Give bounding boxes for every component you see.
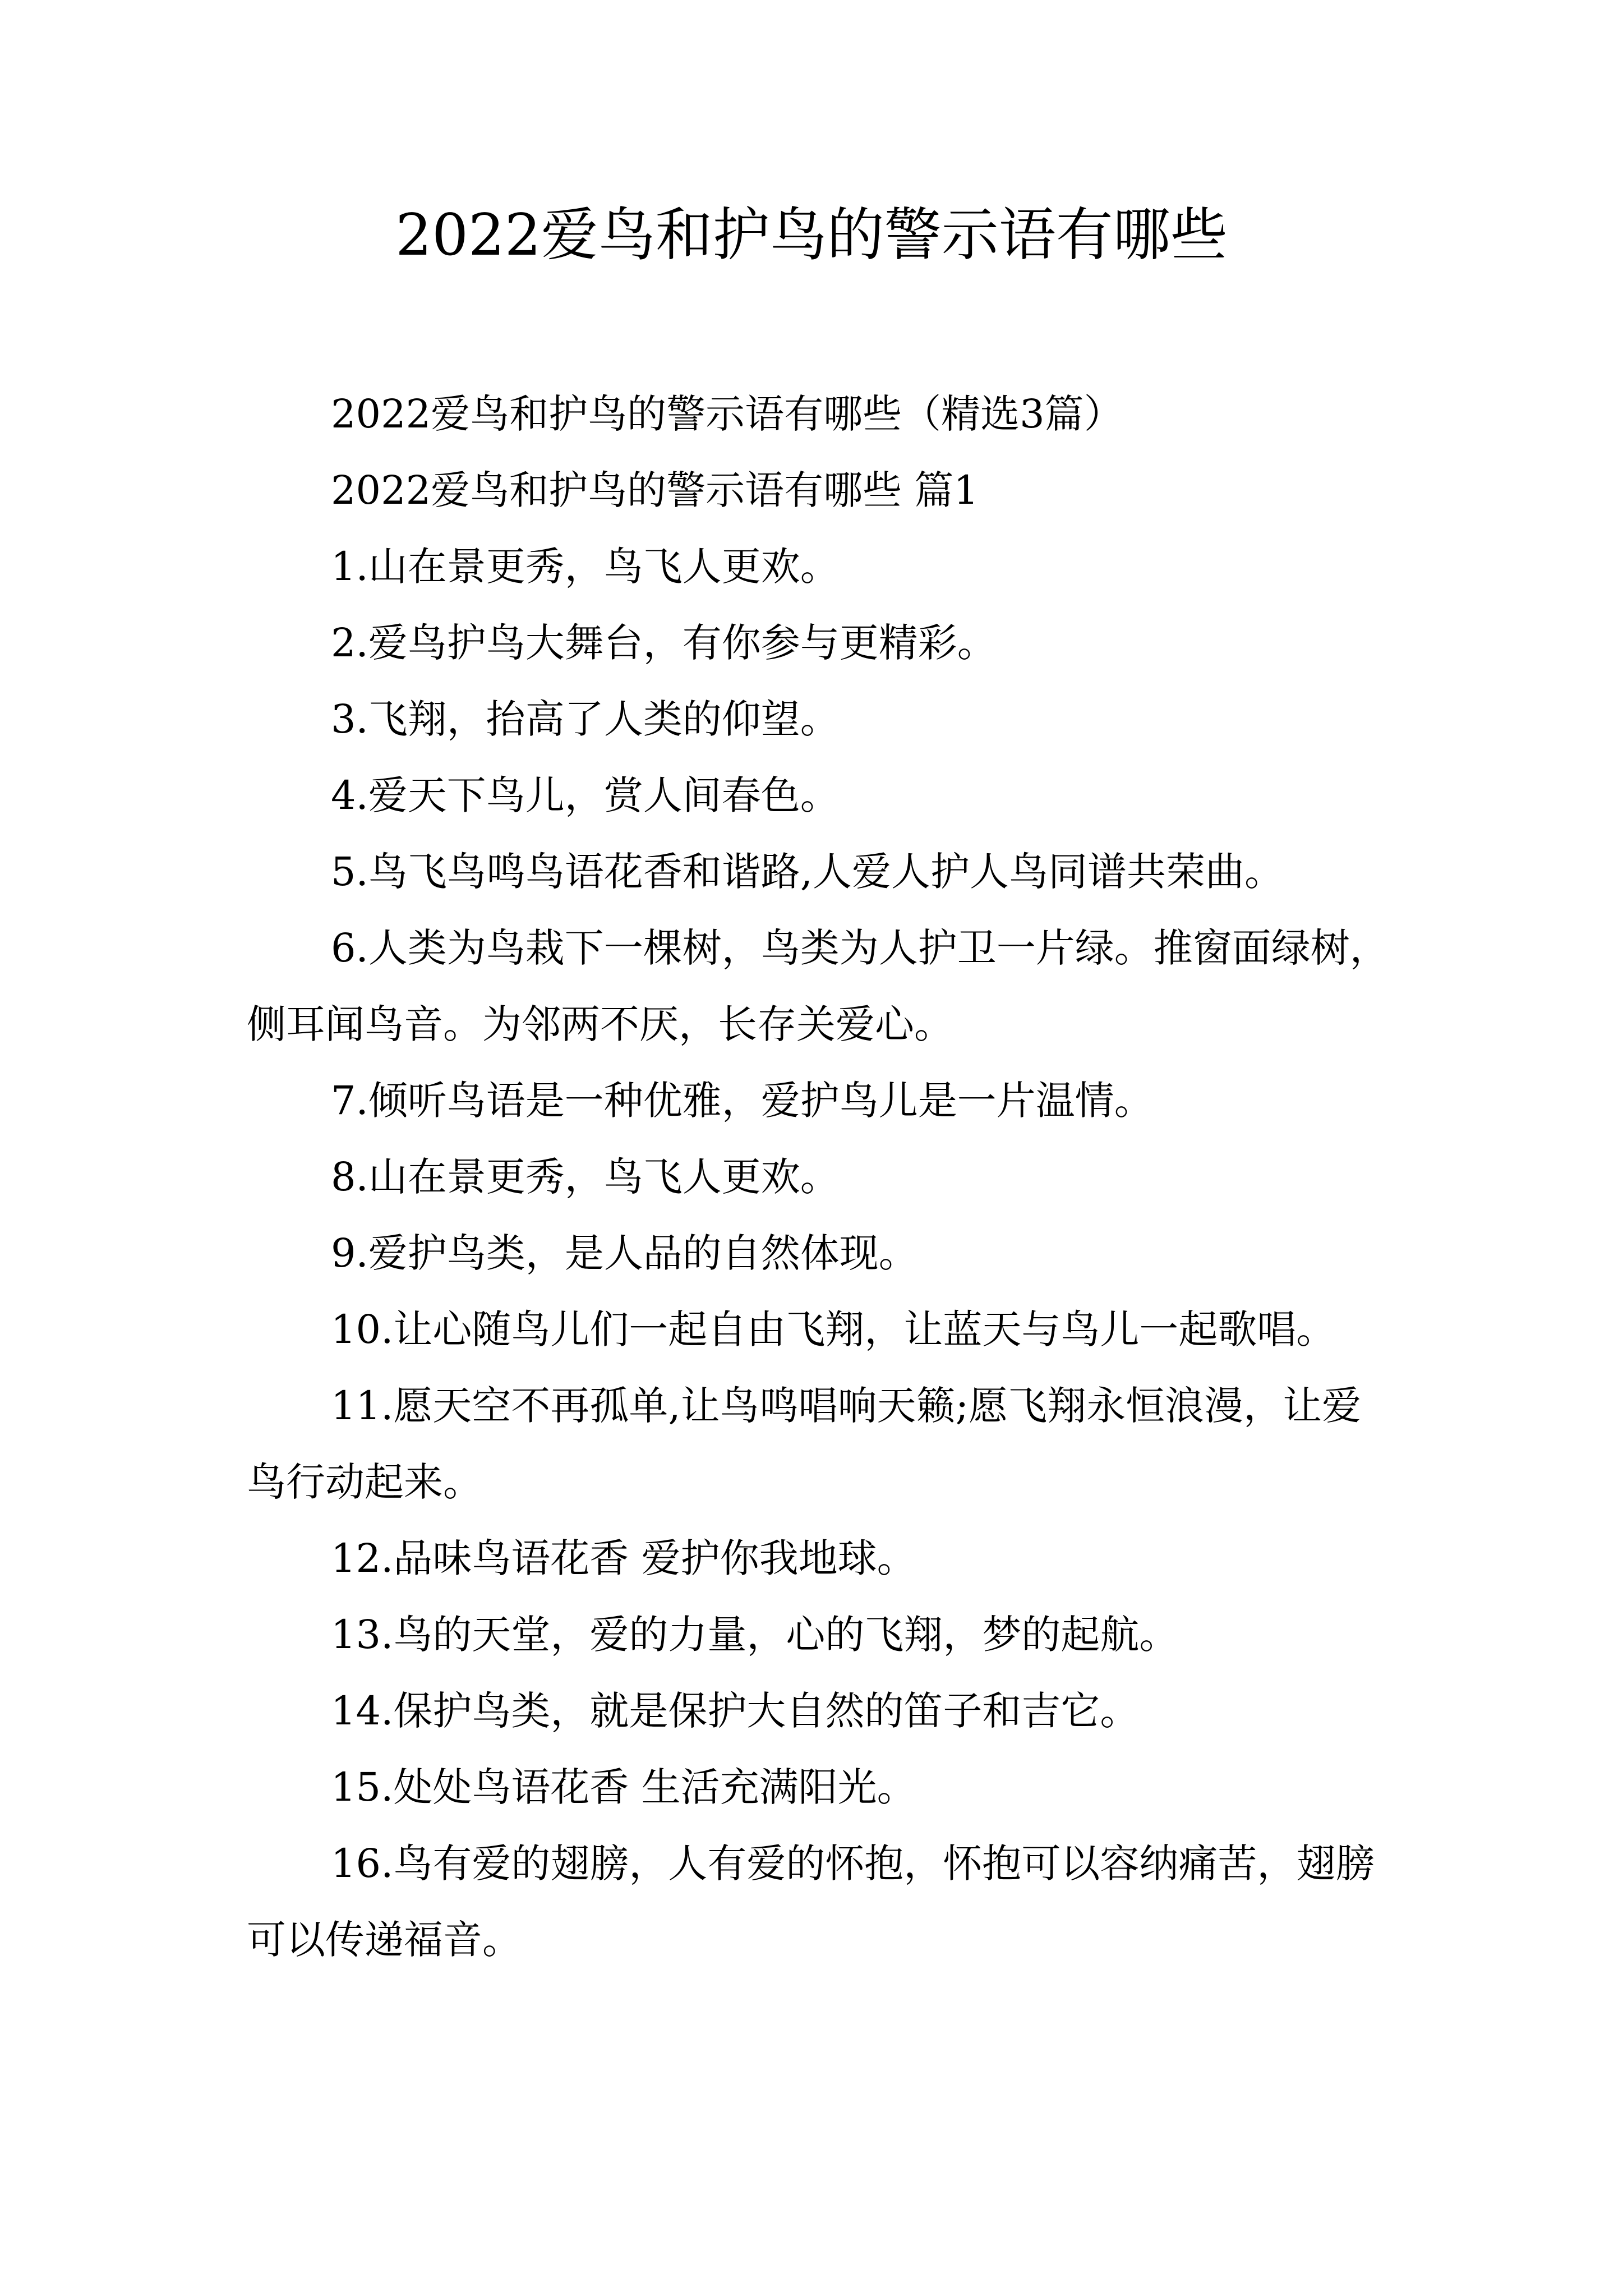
paragraph-item-12: 12.品味鸟语花香 爱护你我地球。 bbox=[331, 1535, 916, 1581]
paragraph-subtitle: 2022爱鸟和护鸟的警示语有哪些（精选3篇） bbox=[331, 391, 1123, 437]
paragraph-item-16: 16.鸟有爱的翅膀，人有爱的怀抱，怀抱可以容纳痛苦，翅膀可以传递福音。 bbox=[247, 1841, 1375, 1963]
paragraph-item-2: 2.爱鸟护鸟大舞台，有你参与更精彩。 bbox=[331, 620, 997, 666]
paragraph-item-6: 6.人类为鸟栽下一棵树，鸟类为人护卫一片绿。推窗面绿树，侧耳闻鸟音。为邻两不厌，长存关爱心。 bbox=[247, 925, 1389, 1047]
paragraph-item-4: 4.爱天下鸟儿，赏人间春色。 bbox=[331, 772, 840, 818]
document-body bbox=[247, 376, 1391, 1978]
paragraph-item-11: 11.愿天空不再孤单,让鸟鸣唱响天籁;愿飞翔永恒浪漫，让爱鸟行动起来。 bbox=[247, 1383, 1362, 1505]
paragraph-item-9: 9.爱护鸟类，是人品的自然体现。 bbox=[331, 1230, 918, 1276]
paragraph-item-10: 10.让心随鸟儿们一起自由飞翔，让蓝天与鸟儿一起歌唱。 bbox=[331, 1306, 1336, 1352]
paragraph-item-14: 14.保护鸟类，就是保护大自然的笛子和吉它。 bbox=[331, 1688, 1140, 1734]
paragraph-item-13: 13.鸟的天堂，爱的力量，心的飞翔，梦的起航。 bbox=[331, 1612, 1179, 1658]
paragraph-item-5: 5.鸟飞鸟鸣鸟语花香和谐路,人爱人护人鸟同谱共荣曲。 bbox=[331, 849, 1284, 895]
paragraph-section-heading: 2022爱鸟和护鸟的警示语有哪些 篇1 bbox=[331, 467, 979, 513]
paragraph-item-15: 15.处处鸟语花香 生活充满阳光。 bbox=[331, 1764, 916, 1810]
paragraph-item-3: 3.飞翔，抬高了人类的仰望。 bbox=[331, 696, 840, 742]
paragraph-item-7: 7.倾听鸟语是一种优雅，爱护鸟儿是一片温情。 bbox=[331, 1078, 1154, 1124]
paragraph-item-8: 8.山在景更秀，鸟飞人更欢。 bbox=[331, 1154, 840, 1200]
document-title: 2022爱鸟和护鸟的警示语有哪些 bbox=[395, 202, 1228, 269]
paragraph-item-1: 1.山在景更秀，鸟飞人更欢。 bbox=[331, 544, 840, 590]
